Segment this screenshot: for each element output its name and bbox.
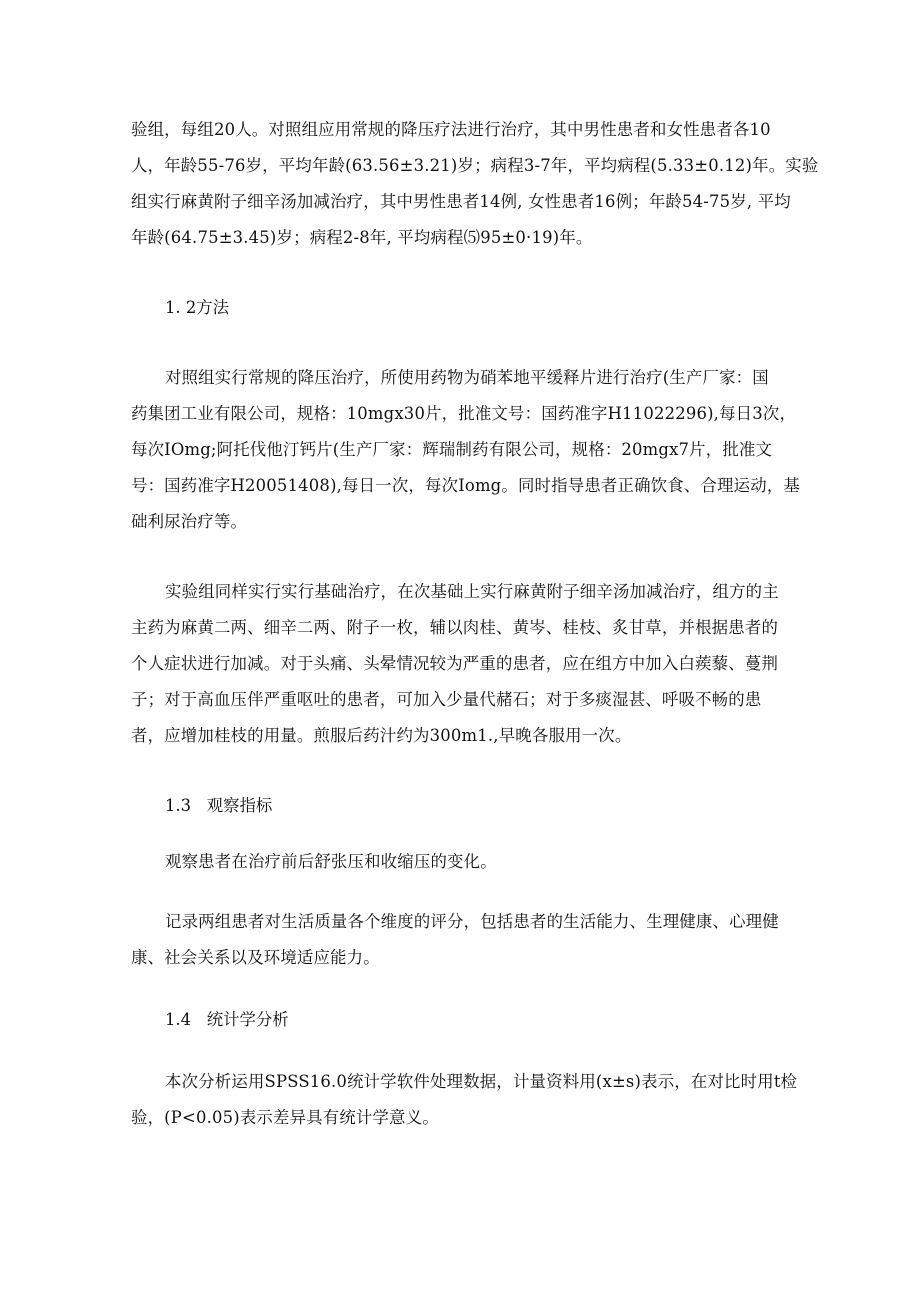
text-line: 年龄(64.75±3.45)岁；病程2-8年, 平均病程⑸95±0·19)年。: [131, 228, 593, 247]
text-line: 主药为麻黄二两、细辛二两、附子一枚，辅以肉桂、黄岑、桂枝、炙甘草，并根据患者的: [131, 618, 779, 637]
text-line: 实验组同样实行实行基础治疗，在次基础上实行麻黄附子细辛汤加减治疗，组方的主: [165, 582, 779, 601]
document-body: [131, 112, 819, 1136]
text-line: 验，(P<0.05)表示差异具有统计学意义。: [131, 1108, 439, 1127]
text-line: 康、社会关系以及环境适应能力。: [131, 948, 380, 967]
text-line: 础利尿治疗等。: [131, 512, 248, 531]
text-line: 者，应增加桂枝的用量。煎服后药汁约为300m1.,早晚各服用一次。: [131, 726, 632, 745]
text-line: 号：国药准字H20051408),每日一次，每次Iomg。同时指导患者正确饮食、合理运动，基: [131, 476, 801, 495]
paragraph-observation-bp: [131, 844, 799, 880]
paragraph-statistics: [131, 1064, 799, 1136]
text-line: 人，年龄55-76岁，平均年龄(63.56±3.21)岁；病程3-7年，平均病程(5.33±0.12)年。实验: [131, 156, 819, 175]
paragraph-control-treatment: [131, 360, 799, 540]
text-line: 个人症状进行加减。对于头痛、头晕情况较为严重的患者，应在组方中加入白蒺藜、蔓荆: [131, 654, 779, 673]
text-line: 组实行麻黄附子细辛汤加减治疗，其中男性患者14例, 女性患者16例；年龄54-75岁, 平均: [131, 192, 791, 211]
text-line: 药集团工业有限公司，规格：10mgx30片，批准文号：国药准字H11022296),每日3次，: [131, 404, 797, 423]
paragraph-experimental-treatment: [131, 574, 799, 754]
text-line: 每次IOmg;阿托伐他汀钙片(生产厂家：辉瑞制药有限公司，规格：20mgx7片，批准文: [131, 440, 773, 459]
section-heading-methods: 1. 2方法: [165, 298, 230, 317]
section-heading-statistics: 1.4 统计学分析: [165, 1010, 289, 1029]
text-line: 记录两组患者对生活质量各个维度的评分，包括患者的生活能力、生理健康、心理健: [165, 912, 779, 931]
text-line: 本次分析运用SPSS16.0统计学软件处理数据，计量资料用(x±s)表示，在对比时用t检: [165, 1072, 798, 1091]
text-line: 观察患者在治疗前后舒张压和收缩压的变化。: [165, 852, 497, 871]
section-heading-observation: 1.3 观察指标: [165, 796, 273, 815]
text-line: 验组，每组20人。对照组应用常规的降压疗法进行治疗，其中男性患者和女性患者各10: [131, 120, 771, 139]
paragraph-group-info: [131, 112, 819, 256]
text-line: 子；对于高血压伴严重呕吐的患者，可加入少量代赭石；对于多痰湿甚、呼吸不畅的患: [131, 690, 762, 709]
text-line: 对照组实行常规的降压治疗，所使用药物为硝苯地平缓释片进行治疗(生产厂家：国: [165, 368, 769, 387]
paragraph-quality-of-life: [131, 904, 799, 976]
